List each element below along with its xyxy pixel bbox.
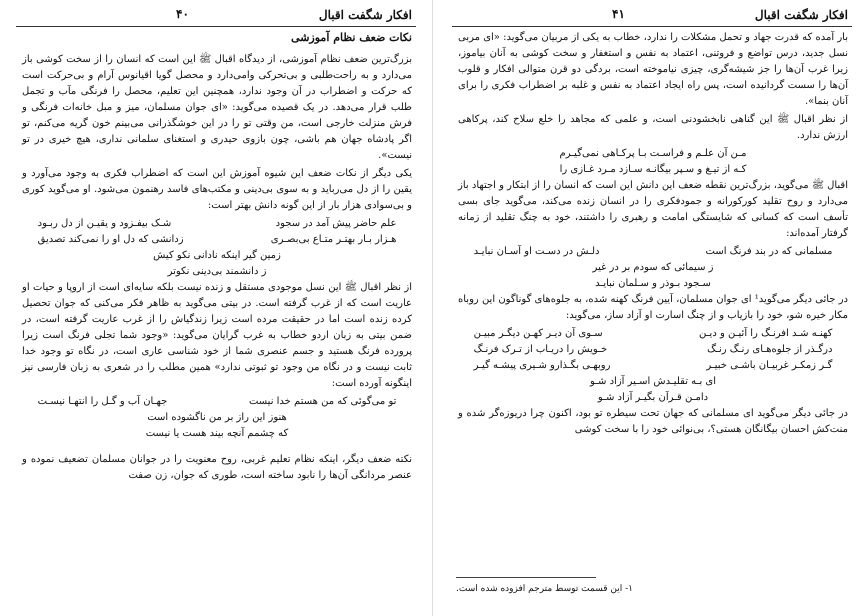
paragraph: از نظر اقبال ﷺ این نسل موجودی مستقل و زنده نیست بلکه سایه‌ای است از اروپا و حیات او عاریت است که از غرب گرفته است. در بیتی می‌گوید به ظاهر فکر می‌کنی که جوان تحصیل کرده زنده است اما در حقیقت مرده است زیرا زندگیاش را از غرب عاریت گرفته است، در ضمن بیتی به زبان اردو خطاب به غرب گرایان می‌گوید: «وجود شما تجلی فرنگ است زیرا پرورده فرنگ هستید و جسم عنصری شما از خود شناسی عاری است، در نگاه تو وجود خدا ثابت نیست و در نگاه من وجود تو ثبوتی ندارد» همین مطلب را در شعری به زبان فارسی نیز اینگونه آورده است: [22,282,412,389]
verse-line: زمین گیر اینکه نادانی نکو کیش [153,250,281,261]
verse-couplet [474,342,833,358]
paragraph: اقبال ﷺ می‌گوید، بزرگ‌ترین نقطه ضعف این دانش این است که انسان را از ابتکار و اجتهاد باز می‌دارد و روح تقلید کورکورانه و جمودفکری را در انسان زنده می‌کند، می‌گوید جای بسی تأسف است که کسانی که شایستگی امامت و رهبری را داشتند، خود به چنگ تقلید از زمانه گرفتار آمده‌اند: [458,180,848,239]
verse-hemistich: هـزار بـار بهتـر متـاع بی‌بصـری [270,234,397,245]
verse-hemistich: گـر زمکـر غربیـان باشـی خبیـر [706,360,833,371]
verse-hemistich: کهنـه شـد افرنـگ را آئیـن و دیـن [699,328,833,339]
verse-line: سـجود بـوذر و سـلمان نبایـد [595,278,711,289]
verse-hemistich: روبهـی بگـذارو شـیری پیشـه گیـر [473,360,611,371]
paragraph: نکته ضعف دیگر، اینکه نظام تعلیم غربی، روح معنویت را در جوانان مسلمان تضعیف نموده و عنصر مردانگی آن‌ها را نابود ساخته است، طوری که جوان، زن صفت [22,454,412,481]
left-page [8,0,424,616]
right-page [444,0,860,616]
verse-line: ز دانشمند بی‌دینی نکوتر [167,266,267,277]
verse-couplet [474,244,833,260]
verse-couplet [474,326,833,342]
running-title: افکار شگفت اقبال [754,8,848,22]
footnote: ۱- این قسمت توسط مترجم افزوده شده است. [456,584,633,594]
verse-line: ز سیمائی که سودم بر در غیر [592,262,714,273]
verse-hemistich: تو می‌گوئی که من هستم خدا نیست [248,396,397,407]
gutter-divider [432,0,433,616]
verse-hemistich: سـوی آن دیـر کهـن دیگـر مبیـن [473,328,603,339]
running-title: افکار شگفت اقبال [318,8,412,22]
paragraph: در جائی دیگر می‌گوید ای مسلمانی که جهان تحت سیطره تو بود، اکنون چرا دریوزه‌گر شده و منت‌کش احسان بیگانگان هستی؟، بی‌نوائی خود را با سخت کوشی [458,408,848,435]
verse-line: ای بـه تقلیـدش اسـیر آزاد شـو [589,376,717,387]
section-title: نکات ضعف نظام آموزشی [291,31,412,44]
paragraph: از نظر اقبال ﷺ این گناهی نابخشودنی است، و علمی که مجاهد را خلع سلاح کند، پرکاهی ارزش ندارد. [458,114,848,141]
verse-couplet [38,232,397,248]
verse-hemistich: مسلمانی که در بند فرنگ است [705,246,833,257]
verse-hemistich: خـویش را دریـاب از تـرک فرنـگ [473,344,608,355]
footnote-rule [456,577,596,578]
verse-line: کـه از تیـغ و سـپر بیگانـه سـازد مـرد غـازی را [559,164,747,175]
verse-hemistich: جهـان آب و گـل را انتهـا نیسـت [37,396,168,407]
verse-line: که چشمم آنچه بیند هست یا نیست [145,428,289,439]
verse-line: مـن آن علـم و فراسـت بـا پرکـاهی نمی‌گیـرم [559,148,747,159]
verse-couplet [474,358,833,374]
paragraph: در جائی دیگر می‌گوید¹ ای جوان مسلمان، آیین فرنگ کهنه شده، به جلوه‌های گوناگون این روباه مکار خیره شو، خود را بازیاب و از چنگ اسارت او آزاد ساز، می‌گوید: [458,294,848,321]
verse-couplet [38,394,397,410]
left-page-body [22,30,412,486]
right-page-header [452,4,852,27]
verse-couplet [38,216,397,232]
paragraph: بار آمده که قدرت جهاد و تحمل مشکلات را ندارد، خطاب به یکی از مربیان می‌گوید: «ای مربی نسل جدید، درس تواضع و فروتنی، اعتماد به نفس و استغفار و سخت کوشی به آنان بیاموز، زیرا غرب آن‌ها را جز شیشه‌گری، چیزی نیاموخته است، بردگی دو قرن متوالی افکار و قلوب آن‌ها را سست گردانیده است، پس راه ایجاد اعتماد به نفس و غلبه بر اضطراب فکری را برای آنان بنما». [458,32,848,107]
verse-hemistich: علم حاضر پیش آمد در سجود [275,218,397,229]
verse-hemistich: زدانشی که دل او را نمی‌کند تصدیق [37,234,184,245]
verse-line: هنوز این راز بر من ناگشوده است [147,412,287,423]
paragraph: بزرگ‌ترین ضعف نظام آموزشی، از دیدگاه اقبال ﷺ این است که انسان را از سخت کوشی باز می‌دارد و به راحت‌طلبی و بی‌تحرکی وامی‌دارد و محصل گویا اقیانوس آرام و بی‌حرکت است که حرکت و اضطراب در آن وجود ندارد، همچنین این تعلیم، محصل را فرنگی مآب و تجمل طلب قرار می‌دهد. در یک قصیده می‌گوید: «ای جوان مسلمان، میز و مبل خانه‌ات فرنگی و فرش منزلت خارجی است، من وقتی تو را در این خوشگذرانی می‌بینم خون گریه می‌کنم، تو اگر پادشاه جهان هم باشی، چون بازوی حیدری و استغنای سلمانی نداری، هیچ خیری در تو نیست». [22,54,412,161]
verse-hemistich: دلـش در دسـت او آسـان نبایـد [473,246,600,257]
verse-hemistich: شـک بیفـزود و یقیـن از دل ربـود [37,218,172,229]
page-number: ۴۱ [612,7,625,21]
verse-hemistich: درگـذر از جلوه‌هـای رنـگ رنـگ [707,344,833,355]
page-number: ۴۰ [176,7,189,21]
verse-line: دامـن قـرآن بگیـر آزاد شـو [597,392,709,403]
paragraph: یکی دیگر از نکات ضعف این شیوه آموزش این است که اضطراب فکری به وجود می‌آورد و یقین را از دل می‌رباید و به سوی بی‌دینی و مکتب‌های فاسد رهنمون می‌شود. او می‌گوید کوری و بی‌سوادی هزار بار از این گونه دانش بهتر است: [22,168,412,211]
left-page-header [16,4,416,27]
right-page-body [458,30,848,440]
